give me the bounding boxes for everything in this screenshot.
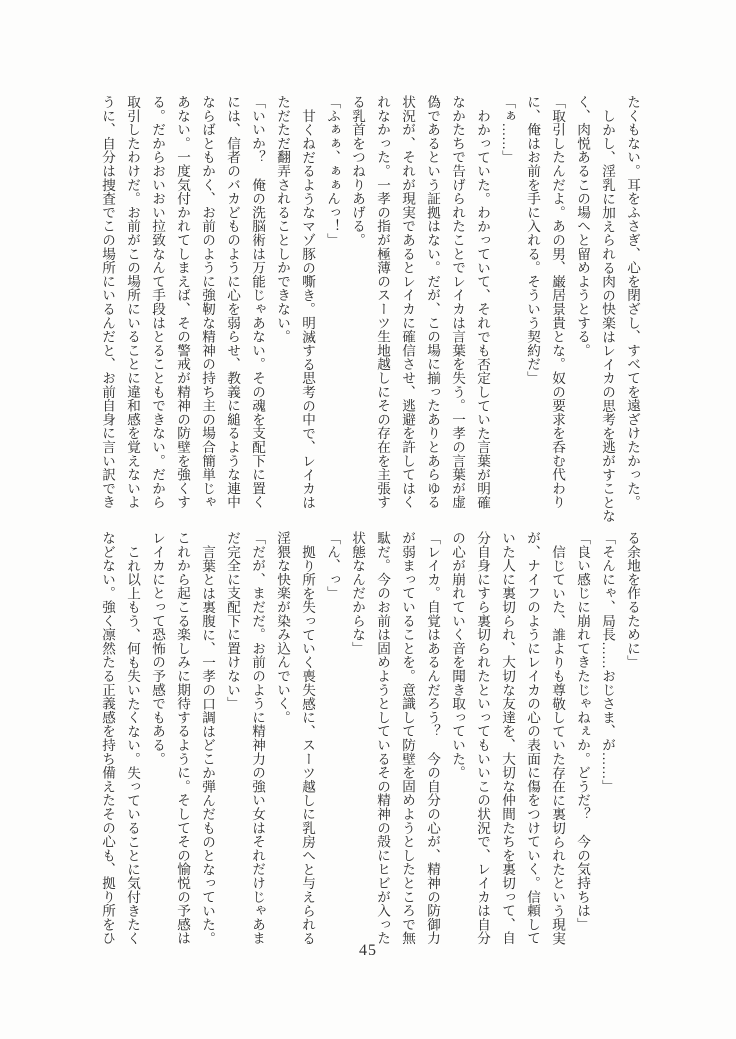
text-line: ならばともかく、お前のように強靭な精神の持ち主の場合簡単じゃ [200, 95, 215, 509]
text-line: には、信者のバカどものように心を弱らせ、教義に縋るような連中 [225, 95, 240, 509]
text-line: これ以上もう、何も失いたくない。失っていることに気付きたく [125, 544, 140, 945]
text-line: 「取引したんだよ。あの男、巌居景貴とな。奴の要求を呑む代わり [550, 95, 565, 509]
text-line: 「レイカ。自覚はあるんだろう？ 今の自分の心が、精神の防御力 [425, 531, 440, 945]
text-line: 「いいか？ 俺の洗脳術は万能じゃあない。その魂を支配下に置く [250, 95, 265, 509]
text-line: る乳首をつねりあげる。 [350, 95, 365, 247]
text-block-bottom [95, 531, 645, 967]
text-line: 言葉とは裏腹に、一孝の口調はどこか弾んだものとなっていた。 [200, 544, 215, 945]
text-line: 状態なんだからな」 [350, 531, 365, 656]
text-line: 「良い感じに崩れてきたじゃねぇか。どうだ？ 今の気持ちは」 [575, 531, 590, 932]
text-line: なかたちで告げられたことでレイカは言葉を失う。一孝の言葉が虚 [450, 95, 465, 509]
text-line: 信じていた、誰よりも尊敬していた存在に裏切られたという現実 [550, 544, 565, 945]
text-line: しかし、淫乳に加えられる肉の快楽はレイカの思考を逃がすことな [600, 108, 615, 523]
text-line: 淫猥な快楽が染み込んでいく。 [275, 531, 290, 725]
text-line: が弱まっていることを。意識して防壁を固めようとしたところで無 [400, 531, 415, 945]
text-line: ただただ翻弄されることしかできない。 [275, 95, 290, 344]
text-line: 「ぁ……」 [500, 95, 515, 164]
text-line: 「ふぁぁ、ぁぁんっ！」 [325, 95, 340, 247]
text-line: 「だが、まだだ。お前のように精神力の強い女はそれだけじゃあま [250, 531, 265, 945]
text-line: 分自身にすら裏切られたといってもいいこの状況で、レイカは自分 [475, 531, 490, 945]
text-line: うに、自分は捜査でこの場所にいるんだと、お前自身に言い訳でき [100, 95, 115, 509]
text-line: 「そんにゃ、局長……おじさま、が……」 [600, 531, 615, 794]
text-line: る余地を作るために」 [625, 531, 640, 669]
text-line: だ完全に支配下に置けない」 [225, 531, 240, 711]
text-block-top [95, 95, 645, 531]
text-line: く、肉悦あるこの場へと留めようとする。 [575, 95, 590, 358]
text-line: いた人に裏切られ、大切な友達を、大切な仲間たちを裏切って、自 [500, 531, 515, 945]
text-line: わかっていた。わかっていて、それでも否定していた言葉が明確 [475, 108, 490, 509]
text-line: これから起こる楽しみに期待するように。そしてその愉悦の予感は [175, 531, 190, 945]
text-line: などない。強く凛然たる正義感を持ち備えたその心も、拠り所をひ [100, 531, 115, 945]
text-line: れなかった。一孝の指が極薄のスーツ生地越しにその存在を主張す [375, 95, 390, 509]
text-line: レイカにとって恐怖の予感でもある。 [150, 531, 165, 766]
text-line: 「ん、っ」 [325, 531, 340, 600]
text-line: 偽であるという証拠はない。だが、この場に揃ったありとあらゆる [425, 95, 440, 509]
page-number: 45 [359, 942, 377, 959]
text-line: 取引したわけだ。お前がこの場所にいることに違和感を覚えないよ [125, 95, 140, 509]
text-line: の心が崩れていく音を聞き取っていた。 [450, 531, 465, 780]
text-line: 拠り所を失っていく喪失感に、スーツ越しに乳房へと与えられる [300, 544, 315, 945]
text-line: あない。一度気付かれてしまえば、その警戒が精神の防壁を強くす [175, 95, 190, 509]
text-line: に、俺はお前を手に入れる。そういう契約だ」 [525, 95, 540, 385]
text-line: る。だからおいおい拉致なんて手段はとることもできない。だから [150, 95, 165, 509]
text-line: 駄だ。今のお前は固めようとしているその精神の殻にヒビが入った [375, 531, 390, 945]
text-line: が、ナイフのようにレイカの心の表面に傷をつけていく。信頼して [525, 531, 540, 945]
text-line: 甘くねだるようなマゾ豚の嘶き。明滅する思考の中で、レイカは [300, 108, 315, 509]
text-line: 状況が、それが現実であるとレイカに確信させ、逃避を許してはく [400, 95, 415, 509]
text-line: たくもない。耳をふさぎ、心を閉ざし、すべてを遠ざけたかった。 [625, 95, 640, 509]
